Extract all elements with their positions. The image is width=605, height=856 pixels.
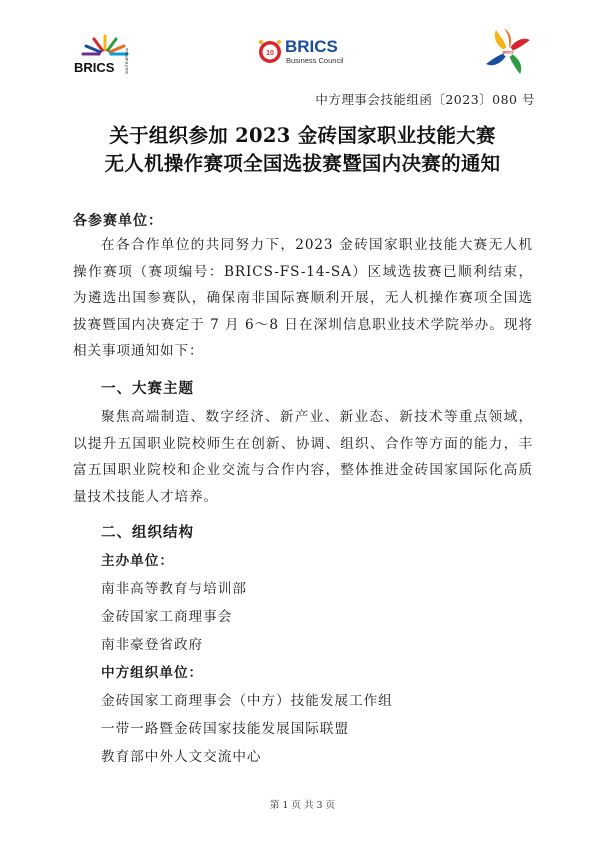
- document-number: 中方理事会技能组函〔2023〕080 号: [315, 92, 535, 107]
- title-line-1: 关于组织参加 2023 金砖国家职业技能大赛: [109, 124, 496, 147]
- logo-mid-sub: Business Council: [286, 56, 344, 65]
- logo-mid-text: BRICS: [285, 37, 338, 56]
- title-line-2: 无人机操作赛项全国选拔赛暨国内决赛的通知: [104, 152, 501, 175]
- host-item: 金砖国家工商理事会: [101, 609, 233, 625]
- host-item: 南非豪登省政府: [101, 637, 204, 653]
- logo-left-text: BRICS: [74, 60, 115, 75]
- cn-org-item: 教育部中外人文交流中心: [101, 749, 262, 765]
- brics-business-council-logo: [256, 30, 356, 72]
- host-item: 南非高等教育与培训部: [101, 581, 247, 597]
- salutation: 各参赛单位：: [73, 213, 163, 229]
- section-1-text: 聚焦高端制造、数字经济、新产业、新业态、新技术等重点领域，以提升五国职业院校师生在创新、协调、组织、合作等方面的能力，丰富五国职业院校和企业交流与合作内容，整体推进金砖国家国际化高质量技术技能人才培养。: [73, 409, 533, 505]
- cn-org-item: 金砖国家工商理事会（中方）技能发展工作组: [101, 693, 393, 709]
- cn-org-item: 一带一路暨金砖国家技能发展国际联盟: [101, 721, 350, 737]
- logo-right-text: BRICS: [502, 50, 514, 55]
- intro-paragraph: 在各合作单位的共同努力下，2023 金砖国家职业技能大赛无人机操作赛项（赛项编号：BRICS-FS-14-SA）区域选拔赛已顺利结束，为遴选出国参赛队，确保南非国际赛顺利开展，无人机操作赛项全国选拔赛暨国内决赛定于 7 月 6～8 日在深圳信息职业技术学院举办。现将相关事项通知如下：: [73, 237, 533, 359]
- section-2-title: 二、组织结构: [101, 524, 194, 541]
- page-footer: 第 1 页 共 3 页: [269, 800, 336, 811]
- logo-mid-badge: 10: [266, 50, 274, 57]
- brics-south-africa-logo: [70, 30, 140, 78]
- section-1-title: 一、大赛主题: [101, 380, 194, 397]
- cn-org-label: 中方组织单位：: [101, 665, 204, 681]
- brics-pinwheel-logo: [480, 26, 536, 78]
- host-label: 主办单位：: [101, 553, 174, 569]
- logo-left-sub: SOUTH AFRICA: [125, 48, 129, 74]
